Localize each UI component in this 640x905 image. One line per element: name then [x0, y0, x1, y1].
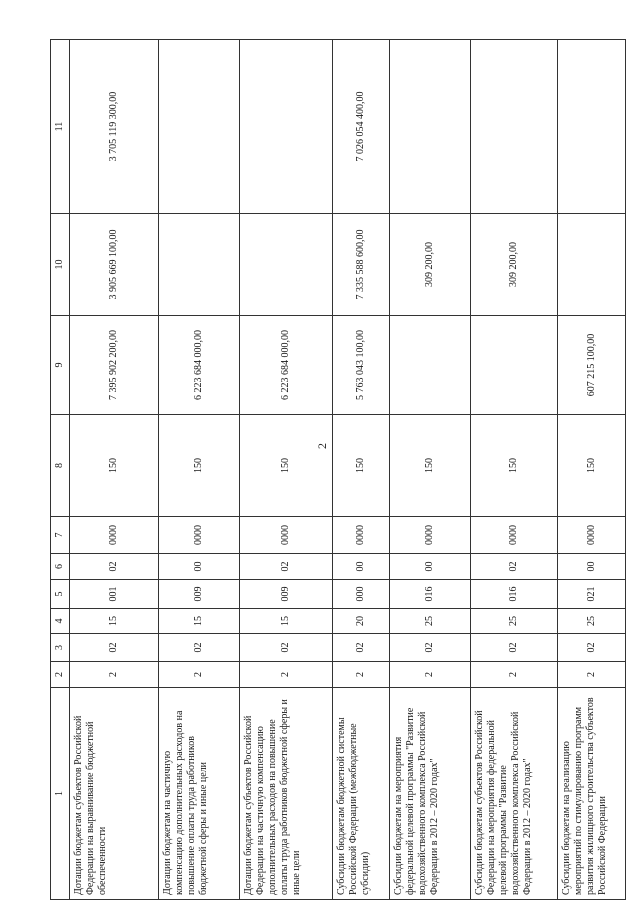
column-header: 2 — [51, 662, 70, 688]
cell-col2: 2 — [70, 662, 159, 688]
cell-col4: 15 — [70, 609, 159, 634]
row-description: Субсидии бюджетам на мероприятия федеральной целевой программы "Развитие водохозяйственного комплекса Российской Федерации в 2012 – 2020 годах" — [390, 688, 471, 900]
cell-col4: 20 — [333, 609, 390, 634]
cell-col9: 607 215 100,00 — [558, 316, 626, 415]
cell-col5: 000 — [333, 580, 390, 609]
column-header: 4 — [51, 609, 70, 634]
cell-col9 — [390, 316, 471, 415]
cell-col11 — [240, 40, 333, 214]
column-header: 9 — [51, 316, 70, 415]
cell-col3: 02 — [558, 634, 626, 662]
cell-col9: 6 223 684 000,00 — [240, 316, 333, 415]
cell-col8: 150 — [333, 415, 390, 517]
header-row — [51, 40, 70, 900]
cell-col2: 2 — [558, 662, 626, 688]
cell-col5: 016 — [390, 580, 471, 609]
cell-col6: 00 — [159, 554, 240, 580]
table-row — [240, 40, 333, 900]
cell-col4: 15 — [240, 609, 333, 634]
cell-col5: 009 — [159, 580, 240, 609]
cell-col7: 0000 — [558, 517, 626, 554]
cell-col7: 0000 — [390, 517, 471, 554]
column-header: 8 — [51, 415, 70, 517]
cell-col10: 309 200,00 — [390, 214, 471, 316]
table-row — [159, 40, 240, 900]
cell-col6: 02 — [471, 554, 558, 580]
budget-table — [50, 39, 626, 900]
cell-col7: 0000 — [471, 517, 558, 554]
cell-col2: 2 — [240, 662, 333, 688]
cell-col3: 02 — [333, 634, 390, 662]
cell-col6: 00 — [558, 554, 626, 580]
cell-col6: 00 — [333, 554, 390, 580]
cell-col9: 6 223 684 000,00 — [159, 316, 240, 415]
cell-col9: 5 763 043 100,00 — [333, 316, 390, 415]
cell-col11 — [558, 40, 626, 214]
cell-col8: 150 — [471, 415, 558, 517]
cell-col11 — [390, 40, 471, 214]
table-row — [70, 40, 159, 900]
cell-col11: 3 705 119 300,00 — [70, 40, 159, 214]
column-header: 10 — [51, 214, 70, 316]
cell-col5: 009 — [240, 580, 333, 609]
cell-col8: 150 — [159, 415, 240, 517]
cell-col4: 25 — [471, 609, 558, 634]
table-row — [390, 40, 471, 900]
cell-col5: 016 — [471, 580, 558, 609]
cell-col10: 3 905 669 100,00 — [70, 214, 159, 316]
page-number: 2 — [315, 443, 329, 449]
cell-col4: 25 — [558, 609, 626, 634]
table-row — [558, 40, 626, 900]
cell-col11 — [159, 40, 240, 214]
cell-col10 — [558, 214, 626, 316]
row-description: Субсидии бюджетам бюджетной системы Российской Федерации (межбюджетные субсидии) — [333, 688, 390, 900]
cell-col3: 02 — [240, 634, 333, 662]
cell-col5: 021 — [558, 580, 626, 609]
cell-col3: 02 — [159, 634, 240, 662]
table-row — [471, 40, 558, 900]
cell-col6: 02 — [240, 554, 333, 580]
rotated-page — [50, 40, 620, 900]
cell-col7: 0000 — [240, 517, 333, 554]
cell-col11: 7 026 054 400,00 — [333, 40, 390, 214]
cell-col2: 2 — [159, 662, 240, 688]
cell-col3: 02 — [70, 634, 159, 662]
cell-col8: 150 — [390, 415, 471, 517]
row-description: Субсидии бюджетам на реализацию мероприятий по стимулированию программ развития жилищного строительства субъектов Российской Федерации — [558, 688, 626, 900]
budget-table-wrapper — [50, 40, 620, 900]
cell-col10 — [159, 214, 240, 316]
cell-col6: 00 — [390, 554, 471, 580]
cell-col5: 001 — [70, 580, 159, 609]
cell-col8: 150 — [240, 415, 333, 517]
column-header: 5 — [51, 580, 70, 609]
column-header: 6 — [51, 554, 70, 580]
row-description: Дотации бюджетам субъектов Российской Федерации на частичную компенсацию дополнительных расходов на повышение оплаты труда работников бюджетной сферы и иные цели — [240, 688, 333, 900]
row-description: Дотации бюджетам субъектов Российской Федерации на выравнивание бюджетной обеспеченности — [70, 688, 159, 900]
cell-col2: 2 — [333, 662, 390, 688]
cell-col8: 150 — [70, 415, 159, 517]
cell-col7: 0000 — [159, 517, 240, 554]
cell-col3: 02 — [471, 634, 558, 662]
column-header: 1 — [51, 688, 70, 900]
column-header: 3 — [51, 634, 70, 662]
table-row — [333, 40, 390, 900]
cell-col7: 0000 — [333, 517, 390, 554]
cell-col9: 7 395 902 200,00 — [70, 316, 159, 415]
cell-col11 — [471, 40, 558, 214]
cell-col10 — [240, 214, 333, 316]
cell-col10: 309 200,00 — [471, 214, 558, 316]
column-header: 11 — [51, 40, 70, 214]
cell-col6: 02 — [70, 554, 159, 580]
cell-col7: 0000 — [70, 517, 159, 554]
cell-col2: 2 — [471, 662, 558, 688]
column-header: 7 — [51, 517, 70, 554]
cell-col9 — [471, 316, 558, 415]
cell-col2: 2 — [390, 662, 471, 688]
cell-col8: 150 — [558, 415, 626, 517]
row-description: Дотации бюджетам на частичную компенсацию дополнительных расходов на повышение оплаты труда работников бюджетной сферы и иные цели — [159, 688, 240, 900]
cell-col3: 02 — [390, 634, 471, 662]
cell-col4: 25 — [390, 609, 471, 634]
row-description: Субсидии бюджетам субъектов Российской Федерации на мероприятия федеральной целевой программы "Развитие водохозяйственного комплекса Российской Федерации в 2012 – 2020 годах" — [471, 688, 558, 900]
cell-col4: 15 — [159, 609, 240, 634]
cell-col10: 7 335 588 600,00 — [333, 214, 390, 316]
